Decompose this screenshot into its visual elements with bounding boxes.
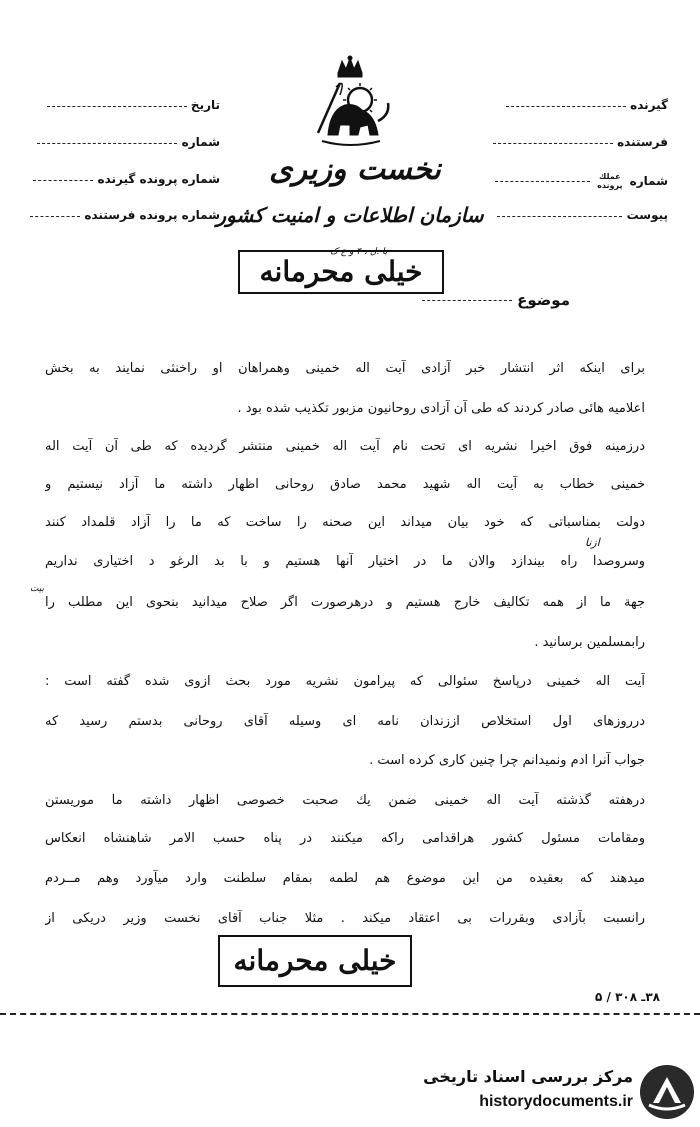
body-line-15: رانسبت بآزادی وبقررات بی اعتقاد میکند . مثلا جناب آقای نخست وزیر دریکی از (45, 911, 645, 926)
classification-stamp: خیلی محرمانه (238, 250, 444, 294)
body-line-1: برای اینکه اثر انتشار خبر آزادی آیت اله خمینی وهمراهان او راخنثی نمایند به بخش (45, 361, 645, 376)
recipient-file-label: شماره پرونده گیرنده (97, 172, 220, 186)
sender-label: فرستنده (617, 135, 668, 149)
attachment-label: پیوست (626, 208, 668, 222)
attachment-line (497, 215, 622, 217)
margin-note-1: ازنا (585, 536, 600, 549)
footer-divider (0, 1013, 700, 1015)
sender-file-label: شماره پرونده فرستنده (84, 208, 220, 222)
body-line-8: رابمسلمین برسانید . (534, 635, 645, 650)
number-line-left (37, 142, 177, 144)
body-line-12: درهفته گذشته آیت اله خمینی ضمن یك صحبت خصوصی اظهار داشته ما موریستن (45, 793, 645, 808)
watermark-name: مرکز بررسی اسناد تاریخی (423, 1067, 633, 1086)
number-row-right (478, 172, 668, 190)
lion-and-sun-emblem-icon (300, 55, 400, 150)
margin-note-2: بیت (30, 584, 45, 594)
body-line-7: جهة ما از همه تکالیف خارج هستیم و درهرصورت اگر صلاح میدانید بنحوی این مطلب را (45, 595, 645, 610)
attachment-row (478, 208, 668, 222)
ministry-title: نخست وزیری (269, 152, 441, 187)
body-line-10: درروزهای اول استخلاص اززندان نامه ای وسیله آقای روحانی بدستم رسید که (45, 714, 645, 729)
number-line-right (495, 180, 590, 182)
sender-file-line (30, 215, 80, 217)
body-line-5: دولت بمناسباتی که خود بیان میداند این صحنه را ساخت که ما را آزاد قلمداد کنند (45, 515, 645, 530)
number-sub-top: عملك (599, 172, 621, 181)
date-row (30, 98, 220, 112)
archive-logo-icon (639, 1063, 695, 1121)
body-line-3: درزمینه فوق اخیرا نشریه ای تحت نام آیت اله خمینی منتشر گردیده که طی آن آیت اله (45, 439, 645, 454)
body-line-13: ومقامات مسئول کشور هراقدامی راکه میکنند در پناه حسب الامر شاهنشاه انعکاس (45, 831, 645, 846)
recipient-label: گیرنده (630, 98, 668, 112)
date-label: تاریخ (190, 98, 220, 112)
number-label-right: شماره (629, 173, 668, 188)
document-code: ۳۸ـ ۳۰۸ / ۵ (595, 990, 660, 1004)
body-line-2: اعلامیه هائی صادر کردند که طی آن آزادی روحانیون مزبور تکذیب شده بود . (237, 401, 645, 416)
watermark-url: historydocuments.ir (479, 1093, 633, 1110)
sender-row (478, 135, 668, 149)
closing-classification-stamp: خیلی محرمانه (218, 935, 412, 987)
watermark-logo (415, 1063, 695, 1121)
number-label-left: شماره (181, 135, 220, 149)
sender-line (493, 142, 613, 144)
subject-row (410, 291, 570, 309)
subject-label: موضوع (517, 291, 570, 309)
recipient-row (478, 98, 668, 112)
sender-file-row (30, 208, 220, 222)
date-line (47, 105, 187, 107)
body-line-14: میدهند که بعقیده من این موضوع هم لطمه بمقام سلطنت وارد میآورد وهم مــردم (45, 871, 645, 886)
recipient-line (506, 105, 626, 107)
stamp-annotation: با .ل ، ۴ و ع ک (330, 247, 388, 257)
recipient-file-line (33, 179, 93, 181)
number-sub (597, 172, 622, 190)
number-sub-bottom: پرونده (597, 181, 623, 190)
number-row-left (30, 135, 220, 149)
body-line-9: آیت اله خمینی درپاسخ سئوالی که پیرامون نشریه مورد بحث ازوی شده گفته است : (45, 674, 645, 689)
recipient-file-row (30, 172, 220, 186)
body-line-6: وسروصدا راه بیندازد والان ما در اختیار آنها هستیم و با بد الرغو د اختیاری نداریم (45, 554, 645, 569)
body-line-11: جواب آنرا ادم ونمیدانم چرا چنین کاری کرده است . (369, 753, 645, 768)
agency-title: سازمان اطلاعات و امنیت کشور (216, 203, 484, 227)
body-line-4: خمینی خطاب به آیت اله شهید محمد صادق روحانی اظهار داشته ما آزاد نیستیم و (45, 477, 645, 492)
subject-line (422, 300, 512, 301)
